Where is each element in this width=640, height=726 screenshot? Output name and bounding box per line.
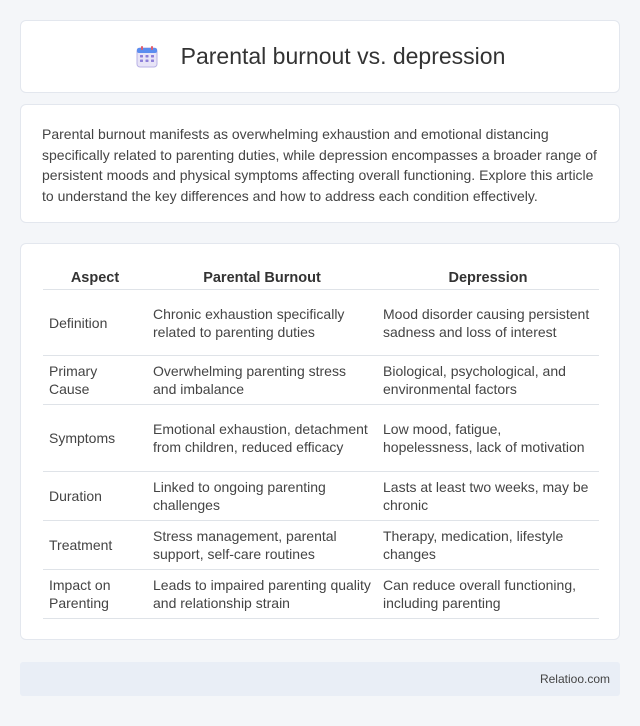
row-burnout: Overwhelming parenting stress and imbalance xyxy=(147,356,377,405)
table-row xyxy=(43,570,599,619)
row-aspect: Primary Cause xyxy=(43,356,147,405)
intro-paragraph: Parental burnout manifests as overwhelming exhaustion and emotional distancing specifically related to parenting duties, while depression encompasses a broader range of persistent moods and physical symptoms affecting overall functioning. Explore this article to understand the key differences and how to address each condition effectively. xyxy=(42,126,597,204)
row-aspect: Duration xyxy=(43,472,147,521)
footer-brand[interactable]: Relatioo.com xyxy=(539,672,610,686)
row-burnout: Chronic exhaustion specifically related to parenting duties xyxy=(147,290,377,356)
row-aspect: Symptoms xyxy=(43,405,147,472)
row-depression: Low mood, fatigue, hopelessness, lack of motivation xyxy=(377,405,599,472)
page-title xyxy=(135,43,506,70)
row-aspect: Impact on Parenting xyxy=(43,570,147,619)
footer xyxy=(20,662,620,696)
table-row xyxy=(43,405,599,472)
header-depression: Depression xyxy=(377,266,599,290)
row-depression: Mood disorder causing persistent sadness and loss of interest xyxy=(377,290,599,356)
title-card xyxy=(20,20,620,93)
table-row xyxy=(43,356,599,405)
table-header-row xyxy=(43,266,599,290)
table-row xyxy=(43,521,599,570)
title-text: Parental burnout vs. depression xyxy=(180,43,506,69)
row-aspect: Definition xyxy=(43,290,147,356)
row-depression: Can reduce overall functioning, including parenting xyxy=(377,570,599,619)
row-depression: Lasts at least two weeks, may be chronic xyxy=(377,472,599,521)
intro-card xyxy=(20,104,620,223)
table-row xyxy=(43,290,599,356)
row-burnout: Linked to ongoing parenting challenges xyxy=(147,472,377,521)
header-parental-burnout: Parental Burnout xyxy=(147,266,377,290)
calendar-icon xyxy=(135,45,159,69)
row-burnout: Stress management, parental support, self-care routines xyxy=(147,521,377,570)
comparison-card xyxy=(20,243,620,640)
row-burnout: Leads to impaired parenting quality and relationship strain xyxy=(147,570,377,619)
table-row xyxy=(43,472,599,521)
row-depression: Therapy, medication, lifestyle changes xyxy=(377,521,599,570)
row-depression: Biological, psychological, and environmental factors xyxy=(377,356,599,405)
row-aspect: Treatment xyxy=(43,521,147,570)
row-burnout: Emotional exhaustion, detachment from children, reduced efficacy xyxy=(147,405,377,472)
comparison-table xyxy=(43,266,599,619)
header-aspect: Aspect xyxy=(43,266,147,290)
